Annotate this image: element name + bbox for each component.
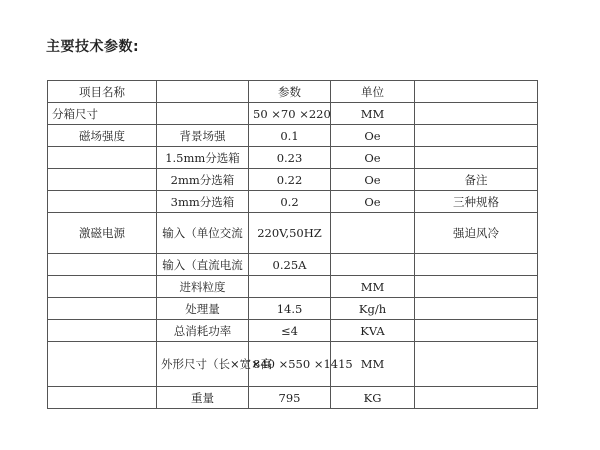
table-row xyxy=(48,147,538,169)
section-heading: 主要技术参数: xyxy=(46,39,140,55)
table-cell-unit: Oe xyxy=(331,125,415,147)
table-cell-unit: Kg/h xyxy=(331,298,415,320)
table-cell-unit: KVA xyxy=(331,320,415,342)
table-cell-value: ≤4 xyxy=(249,320,331,342)
table-cell-item xyxy=(48,387,157,409)
table-cell-note: 备注 xyxy=(415,169,538,191)
table-cell-note xyxy=(415,298,538,320)
table-cell-unit: Oe xyxy=(331,147,415,169)
table-cell-note xyxy=(415,276,538,298)
table-cell-value: 220V,50HZ xyxy=(249,213,331,254)
table-cell-note xyxy=(415,103,538,125)
table-row xyxy=(48,254,538,276)
table-cell-value: 0.2 xyxy=(249,191,331,213)
header-cell-parameter: 参数 xyxy=(249,81,331,103)
table-cell-note xyxy=(415,125,538,147)
table-cell-unit: MM xyxy=(331,276,415,298)
technical-parameters-table xyxy=(47,80,538,409)
table-cell-subitem xyxy=(157,103,249,125)
table-cell-unit: Oe xyxy=(331,191,415,213)
table-cell-value xyxy=(249,276,331,298)
table-cell-item xyxy=(48,276,157,298)
table-cell-subitem: 外形尺寸（长×宽×高 xyxy=(157,342,249,387)
table-cell-note: 三种规格 xyxy=(415,191,538,213)
table-cell-subitem: 输入（直流电流 xyxy=(157,254,249,276)
table-cell-subitem: 处理量 xyxy=(157,298,249,320)
table-cell-item xyxy=(48,191,157,213)
table-cell-item xyxy=(48,342,157,387)
header-cell-blank-2 xyxy=(415,81,538,103)
table-row xyxy=(48,169,538,191)
table-cell-value: 0.1 xyxy=(249,125,331,147)
table-cell-item xyxy=(48,320,157,342)
table-cell-value: 795 xyxy=(249,387,331,409)
table-cell-note: 强迫风冷 xyxy=(415,213,538,254)
table-cell-item: 激磁电源 xyxy=(48,213,157,254)
table-cell-subitem: 总消耗功率 xyxy=(157,320,249,342)
table-row xyxy=(48,103,538,125)
table-row xyxy=(48,276,538,298)
table-cell-subitem: 背景场强 xyxy=(157,125,249,147)
table-cell-item xyxy=(48,298,157,320)
table-cell-subitem: 1.5mm分选箱 xyxy=(157,147,249,169)
table-cell-value: 0.25A xyxy=(249,254,331,276)
header-cell-item-name: 项目名称 xyxy=(48,81,157,103)
table-cell-unit xyxy=(331,254,415,276)
table-row xyxy=(48,298,538,320)
table-cell-unit: MM xyxy=(331,342,415,387)
table-cell-subitem: 3mm分选箱 xyxy=(157,191,249,213)
table-row xyxy=(48,125,538,147)
table-cell-unit xyxy=(331,213,415,254)
table-cell-note xyxy=(415,254,538,276)
table-row xyxy=(48,342,538,387)
table-cell-item xyxy=(48,254,157,276)
table-cell-subitem: 重量 xyxy=(157,387,249,409)
table-row xyxy=(48,191,538,213)
table-header-row xyxy=(48,81,538,103)
table-row xyxy=(48,213,538,254)
table-cell-subitem: 2mm分选箱 xyxy=(157,169,249,191)
header-cell-blank xyxy=(157,81,249,103)
table-row xyxy=(48,320,538,342)
table-cell-item: 分箱尺寸 xyxy=(48,103,157,125)
table-cell-unit: MM xyxy=(331,103,415,125)
table-cell-unit: Oe xyxy=(331,169,415,191)
table-cell-item: 磁场强度 xyxy=(48,125,157,147)
table-cell-subitem: 进料粒度 xyxy=(157,276,249,298)
table-cell-value: 14.5 xyxy=(249,298,331,320)
table-row xyxy=(48,387,538,409)
table-cell-subitem: 输入（单位交流 xyxy=(157,213,249,254)
header-cell-unit: 单位 xyxy=(331,81,415,103)
table-cell-item xyxy=(48,169,157,191)
table-cell-value: 50 ×70 ×220 xyxy=(249,103,331,125)
table-cell-value: 840 ×550 ×1415 xyxy=(249,342,331,387)
table-cell-value: 0.23 xyxy=(249,147,331,169)
table-cell-note xyxy=(415,320,538,342)
table-cell-unit: KG xyxy=(331,387,415,409)
table-cell-value: 0.22 xyxy=(249,169,331,191)
table-cell-note xyxy=(415,342,538,387)
table-cell-note xyxy=(415,387,538,409)
table-cell-note xyxy=(415,147,538,169)
table-cell-item xyxy=(48,147,157,169)
